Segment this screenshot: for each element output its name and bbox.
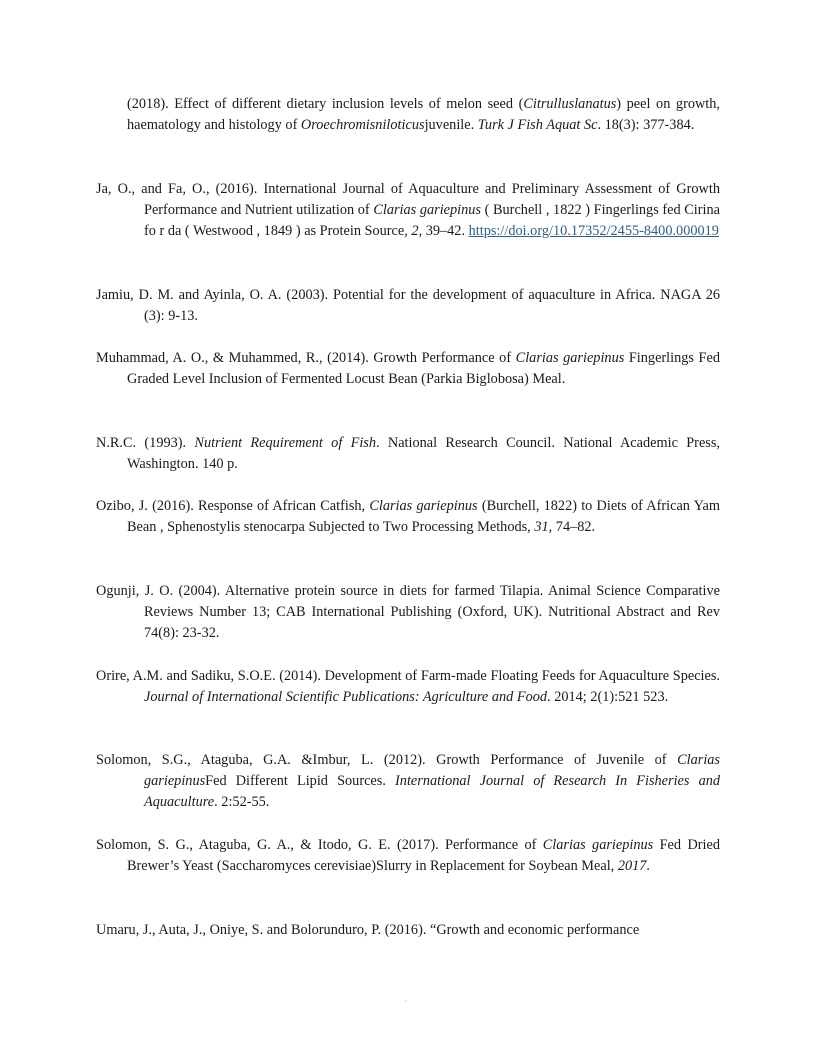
- page-footer-mark: [405, 1000, 407, 1002]
- reference-entry: [96, 581, 720, 645]
- volume-number: 31: [534, 519, 549, 536]
- reference-entry: [96, 920, 720, 941]
- reference-text: Fed Different Lipid Sources: [205, 773, 383, 790]
- reference-text: . 18(3): 377-384.: [597, 117, 695, 134]
- reference-text: N.R.C. (1993).: [96, 435, 195, 451]
- reference-entry: [96, 835, 720, 877]
- reference-entry: [96, 433, 720, 475]
- reference-entry: [96, 179, 720, 243]
- volume-number: 2017: [617, 858, 647, 875]
- species-name: Clarias gariepinus: [515, 350, 625, 366]
- reference-entry: [96, 285, 720, 327]
- reference-text: . 2:52-55.: [214, 794, 270, 811]
- species-name: Oroechromisniloticus: [300, 117, 425, 134]
- reference-text: Umaru, J., Auta, J., Oniye, S. and Bolorunduro, P. (2016). “Growth and economic performance: [96, 922, 640, 938]
- reference-text: .: [382, 773, 396, 790]
- species-name: Clarias gariepinus: [144, 752, 720, 790]
- reference-text: Ogunji, J. O. (2004). Alternative protein source in diets for farmed Tilapia. Animal Science Comparative Reviews Number 13; CAB International Publishing (Oxford, UK). Nutritional Abstract and Rev 74(8): 23-32.: [96, 583, 720, 642]
- reference-text: Ja, O., and Fa, O., (2016). International Journal of Aquaculture and Preliminary Assessment of Growth Performance and Nutrient utilization of: [96, 181, 720, 219]
- reference-text: , 39–42.: [418, 223, 469, 240]
- reference-text: (Burchell, 1822) to Diets of African Yam Bean , Sphenostylis stenocarpa Subjected to Two Processing Methods,: [127, 498, 720, 536]
- reference-text: . National Research Council. National Academic Press, Washington. 140 p.: [127, 435, 720, 473]
- reference-text: . 2014; 2(1):521 523.: [547, 689, 669, 706]
- reference-text: juvenile.: [424, 117, 478, 134]
- volume-number: 2: [411, 223, 419, 240]
- reference-entry: [96, 348, 720, 390]
- reference-text: Jamiu, D. M. and Ayinla, O. A. (2003). Potential for the development of aquaculture in Africa. NAGA 26 (3): 9-13.: [96, 287, 720, 325]
- reference-continuation: [127, 94, 720, 136]
- reference-text: Solomon, S. G., Ataguba, G. A., & Itodo, G. E. (2017). Performance of: [96, 837, 543, 853]
- book-title: Nutrient Requirement of Fish: [194, 435, 377, 451]
- species-name: Clarias gariepinus: [542, 837, 654, 853]
- species-name: Clarias gariepinus: [373, 202, 481, 219]
- species-name: Citrulluslanatus: [523, 96, 617, 112]
- reference-text: ) peel on growth, haematology and histology of: [127, 96, 720, 134]
- reference-entry: [96, 496, 720, 538]
- reference-text: Fingerlings Fed Graded Level Inclusion of Fermented Locust Bean (Parkia Biglobosa) Meal.: [127, 350, 720, 388]
- reference-text: .: [646, 858, 650, 875]
- reference-text: Orire, A.M. and Sadiku, S.O.E. (2014). Development of Farm-made Floating Feeds for Aquaculture Species.: [96, 668, 720, 684]
- journal-name: Turk J Fish Aquat Sc: [477, 117, 598, 134]
- reference-text: , 74–82.: [548, 519, 596, 536]
- reference-text: Ozibo, J. (2016). Response of African Catfish,: [96, 498, 370, 514]
- doi-link[interactable]: https://doi.org/10.17352/2455-8400.000019: [468, 223, 719, 240]
- reference-text: (2018). Effect of different dietary inclusion levels of melon seed (: [127, 96, 524, 112]
- journal-name: International Journal of Research In Fisheries and Aquaculture: [144, 773, 721, 811]
- reference-text: ( Burchell , 1822 ) Fingerlings fed Cirina fo r da ( Westwood , 1849 ) as Protein Source,: [144, 202, 721, 240]
- journal-name: Journal of International Scientific Publications: Agriculture and Food: [144, 689, 548, 706]
- reference-text: Muhammad, A. O., & Muhammed, R., (2014). Growth Performance of: [96, 350, 516, 366]
- reference-entry: [96, 750, 720, 814]
- species-name: Clarias gariepinus: [369, 498, 478, 514]
- reference-text: Fed Dried Brewer’s Yeast (Saccharomyces cerevisiae)Slurry in Replacement for Soybean Meal,: [127, 837, 720, 875]
- reference-text: Solomon, S.G., Ataguba, G.A. &Imbur, L. (2012). Growth Performance of Juvenile of: [96, 752, 678, 768]
- reference-entry: [96, 666, 720, 708]
